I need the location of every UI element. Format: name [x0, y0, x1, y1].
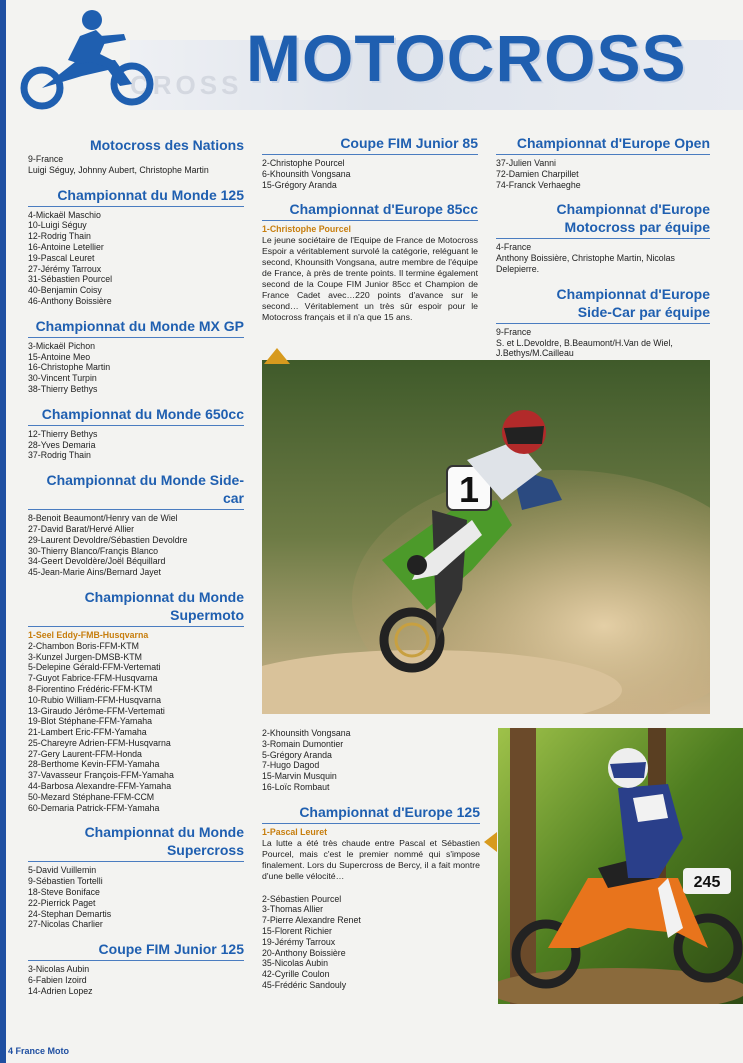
- list-item: 10-Luigi Séguy: [28, 220, 87, 231]
- list-item: 34-Geert Devoldère/Joël Béquillard: [28, 556, 166, 567]
- list-item: 2-Chambon Boris-FFM-KTM: [28, 640, 139, 651]
- header-ghost-text: CROSS: [130, 70, 243, 100]
- results-list: [262, 894, 480, 991]
- divider: [28, 861, 244, 862]
- list-item: 18-Steve Boniface: [28, 887, 100, 898]
- list-item: 2-Sébastien Pourcel: [262, 893, 342, 904]
- section-title: Coupe FIM Junior 125: [98, 941, 244, 958]
- list-item: Luigi Séguy, Johnny Aubert, Christophe Martin: [28, 164, 209, 175]
- list-item: 38-Thierry Bethys: [28, 383, 98, 394]
- results-list: [28, 630, 244, 814]
- list-item: 45-Frédéric Sandouly: [262, 979, 347, 990]
- list-item: 3-Nicolas Aubin: [28, 964, 90, 975]
- motocross-photo-forest: [498, 728, 743, 1004]
- arrow-up-icon: [264, 348, 290, 364]
- section-title: Championnat du Monde Side-car: [46, 472, 244, 507]
- list-item: 16-Christophe Martin: [28, 362, 111, 373]
- section-title: Motocross des Nations: [89, 137, 244, 153]
- list-item: 30-Thierry Blanco/Françis Blanco: [28, 545, 159, 556]
- list-item: 28-Berthome Kevin-FFM-Yamaha: [28, 759, 160, 770]
- list-item: 4-Mickaël Maschio: [28, 209, 101, 220]
- list-item: S. et L.Devoldre, B.Beaumont/H.Van de Wiel, J.Bethys/M.Cailleau: [496, 337, 673, 359]
- list-item: 25-Chareyre Adrien-FFM-Husqvarna: [28, 737, 171, 748]
- list-item: 37-Julien Vanni: [496, 158, 556, 168]
- section-title: Championnat du Monde MX GP: [35, 317, 244, 334]
- list-item: 74-Franck Verhaeghe: [496, 179, 581, 190]
- page-footer: [8, 1046, 69, 1056]
- list-item: 16-Antoine Letellier: [28, 241, 104, 252]
- page-number: 4: [8, 1046, 14, 1056]
- list-item: 29-Laurent Devoldre/Sébastien Devoldre: [28, 534, 188, 545]
- list-item: 13-Giraudo Jérôme-FFM-Vertemati: [28, 705, 165, 716]
- list-item: 30-Vincent Turpin: [28, 373, 97, 384]
- results-list: [28, 341, 244, 395]
- list-item: Anthony Boissière, Christophe Martin, Nicolas Delepierre.: [496, 253, 675, 274]
- section-title: Championnat du Monde: [84, 824, 244, 841]
- section-title: Championnat d'Europe Open: [516, 135, 710, 151]
- list-item: 40-Benjamin Coisy: [28, 285, 102, 296]
- list-item: 37-Vavasseur François-FFM-Yamaha: [28, 770, 174, 781]
- divider: [28, 337, 244, 338]
- list-item: 19-Blot Stéphane-FFM-Yamaha: [28, 716, 153, 727]
- list-item: 14-Adrien Lopez: [28, 985, 93, 996]
- section-title: Side-Car par équipe: [577, 303, 710, 320]
- section-title: Championnat d'Europe 85cc: [289, 201, 478, 218]
- list-item: 15-Florent Richier: [262, 925, 332, 936]
- section-title: Supercross: [166, 842, 244, 859]
- list-item: 5-Delepine Gérald-FFM-Vertemati: [28, 662, 161, 673]
- list-item: 8-Fiorentino Frédéric-FFM-KTM: [28, 683, 153, 694]
- divider: [496, 154, 710, 155]
- results-list: [496, 242, 710, 274]
- divider: [262, 154, 478, 155]
- list-item: 7-Pierre Alexandre Renet: [262, 915, 361, 926]
- results-list: [262, 158, 478, 190]
- list-item: 35-Nicolas Aubin: [262, 958, 329, 969]
- results-list: [28, 865, 244, 930]
- list-item: 2-Khounsith Vongsana: [262, 728, 351, 738]
- results-list: [496, 327, 710, 359]
- divider: [28, 206, 244, 207]
- list-item: 15-Marvin Musquin: [262, 771, 337, 782]
- list-item: 31-Sébastien Pourcel: [28, 274, 113, 285]
- list-item: 60-Demaria Patrick-FFM-Yamaha: [28, 802, 160, 813]
- list-item: 3-Mickaël Pichon: [28, 340, 95, 351]
- list-item: 27-Jérémy Tarroux: [28, 263, 102, 274]
- section-title: Coupe FIM Junior 85: [340, 135, 478, 151]
- results-list: [262, 827, 480, 838]
- list-item: 22-Pierrick Paget: [28, 897, 96, 908]
- bike-number: 245: [693, 874, 721, 891]
- section-title: Championnat du Monde: [84, 588, 244, 605]
- article-text: Le jeune sociétaire de l'Equipe de France de Motocross Espoir a véritablement survolé la catégorie, reléguant le second, Khounsith Vongsana, autre membre de l'équipe de France, à près de trente points. Il termine également second de la Coupe FIM Junior 85cc et Champion de France Cadet avec…220 points d'avance sur le second… Véritablement un très sûr espoir pour le Motocross français et il n'a que 15 ans.: [262, 235, 478, 323]
- article-text: La lutte a été très chaude entre Pascal et Sébastien Pourcel, mais c'est le premier nommé qui s'impose finalement. Lors du Supercross de Bercy, il a fait montre d'une belle vélocité…: [262, 837, 480, 881]
- winner-item: 1-Seel Eddy-FMB-Husqvarna: [28, 629, 149, 640]
- divider: [28, 960, 244, 961]
- list-item: 12-Rodrig Thain: [28, 231, 91, 242]
- section-title: Championnat d'Europe 125: [299, 803, 480, 820]
- list-item: 27-David Barat/Hervé Allier: [28, 523, 135, 534]
- list-item: 19-Pascal Leuret: [28, 252, 95, 263]
- list-item: 9-France: [28, 154, 64, 164]
- results-list: [28, 210, 244, 307]
- column-middle: [262, 134, 478, 323]
- results-list: [262, 728, 480, 793]
- list-item: 27-Nicolas Charlier: [28, 919, 103, 930]
- divider: [496, 238, 710, 239]
- list-item: 21-Lambert Eric-FFM-Yamaha: [28, 727, 147, 738]
- list-item: 12-Thierry Bethys: [28, 428, 98, 439]
- list-item: 6-Fabien Izoird: [28, 975, 87, 986]
- arrow-left-icon: [484, 832, 497, 852]
- winner-item: 1-Pascal Leuret: [262, 826, 328, 837]
- results-list: [28, 429, 244, 461]
- results-list: [262, 224, 478, 235]
- results-list: [28, 154, 244, 176]
- list-item: 28-Yves Demaria: [28, 439, 96, 450]
- rider-silhouette-icon: [20, 4, 170, 122]
- list-item: 5-Grégory Aranda: [262, 749, 332, 760]
- list-item: 3-Thomas Allier: [262, 904, 324, 915]
- divider: [28, 626, 244, 627]
- section-title: Motocross par équipe: [564, 219, 710, 236]
- list-item: 27-Gery Laurent-FFM-Honda: [28, 748, 142, 759]
- list-item: 45-Jean-Marie Ains/Bernard Jayet: [28, 567, 161, 578]
- list-item: 3-Kunzel Jurgen-DMSB-KTM: [28, 651, 142, 662]
- section-title: Championnat du Monde 650cc: [41, 405, 244, 422]
- list-item: 6-Khounsith Vongsana: [262, 168, 351, 179]
- list-item: 15-Antoine Meo: [28, 351, 91, 362]
- section-title: Supermoto: [170, 606, 244, 623]
- list-item: 50-Mezard Stéphane-FFM-CCM: [28, 791, 155, 802]
- page-title: MOTOCROSS: [246, 21, 687, 95]
- list-item: 24-Stephan Demartis: [28, 908, 112, 919]
- list-item: 42-Cyrille Coulon: [262, 969, 330, 980]
- list-item: 20-Anthony Boissière: [262, 947, 346, 958]
- bike-number: 1: [458, 469, 480, 510]
- list-item: 2-Christophe Pourcel: [262, 158, 345, 168]
- results-list: [28, 513, 244, 578]
- list-item: 16-Loïc Rombaut: [262, 781, 330, 792]
- divider: [496, 323, 710, 324]
- section-title: Championnat du Monde 125: [57, 186, 244, 203]
- column-left: [28, 136, 244, 997]
- list-item: 19-Jérémy Tarroux: [262, 936, 336, 947]
- divider: [28, 509, 244, 510]
- motocross-photo-jump: [262, 360, 710, 714]
- magazine-name: France Moto: [15, 1046, 70, 1056]
- list-item: 37-Rodrig Thain: [28, 450, 91, 461]
- list-item: 44-Barbosa Alexandre-FFM-Yamaha: [28, 781, 172, 792]
- section-title: Championnat d'Europe: [556, 201, 710, 218]
- left-edge-bar: [0, 0, 6, 1063]
- spacer: [262, 882, 480, 894]
- column-middle-bottom: [262, 728, 480, 991]
- list-item: 8-Benoit Beaumont/Henry van de Wiel: [28, 513, 178, 524]
- divider: [262, 823, 480, 824]
- list-item: 4-France: [496, 242, 532, 253]
- section-title: Championnat d'Europe: [556, 285, 710, 302]
- list-item: 10-Rubio William-FFM-Husqvarna: [28, 694, 161, 705]
- list-item: 46-Anthony Boissière: [28, 295, 112, 306]
- winner-item: 1-Christophe Pourcel: [262, 224, 351, 235]
- divider: [28, 425, 244, 426]
- list-item: 9-France: [496, 326, 532, 337]
- column-right: [496, 134, 710, 359]
- results-list: [496, 158, 710, 190]
- list-item: 7-Hugo Dagod: [262, 760, 320, 771]
- list-item: 3-Romain Dumontier: [262, 738, 344, 749]
- results-list: [28, 964, 244, 996]
- divider: [262, 220, 478, 221]
- list-item: 5-David Vuillemin: [28, 865, 97, 876]
- list-item: 7-Guyot Fabrice-FFM-Husqvarna: [28, 673, 158, 684]
- list-item: 9-Sébastien Tortelli: [28, 876, 103, 887]
- list-item: 72-Damien Charpillet: [496, 168, 579, 179]
- list-item: 15-Grégory Aranda: [262, 179, 337, 190]
